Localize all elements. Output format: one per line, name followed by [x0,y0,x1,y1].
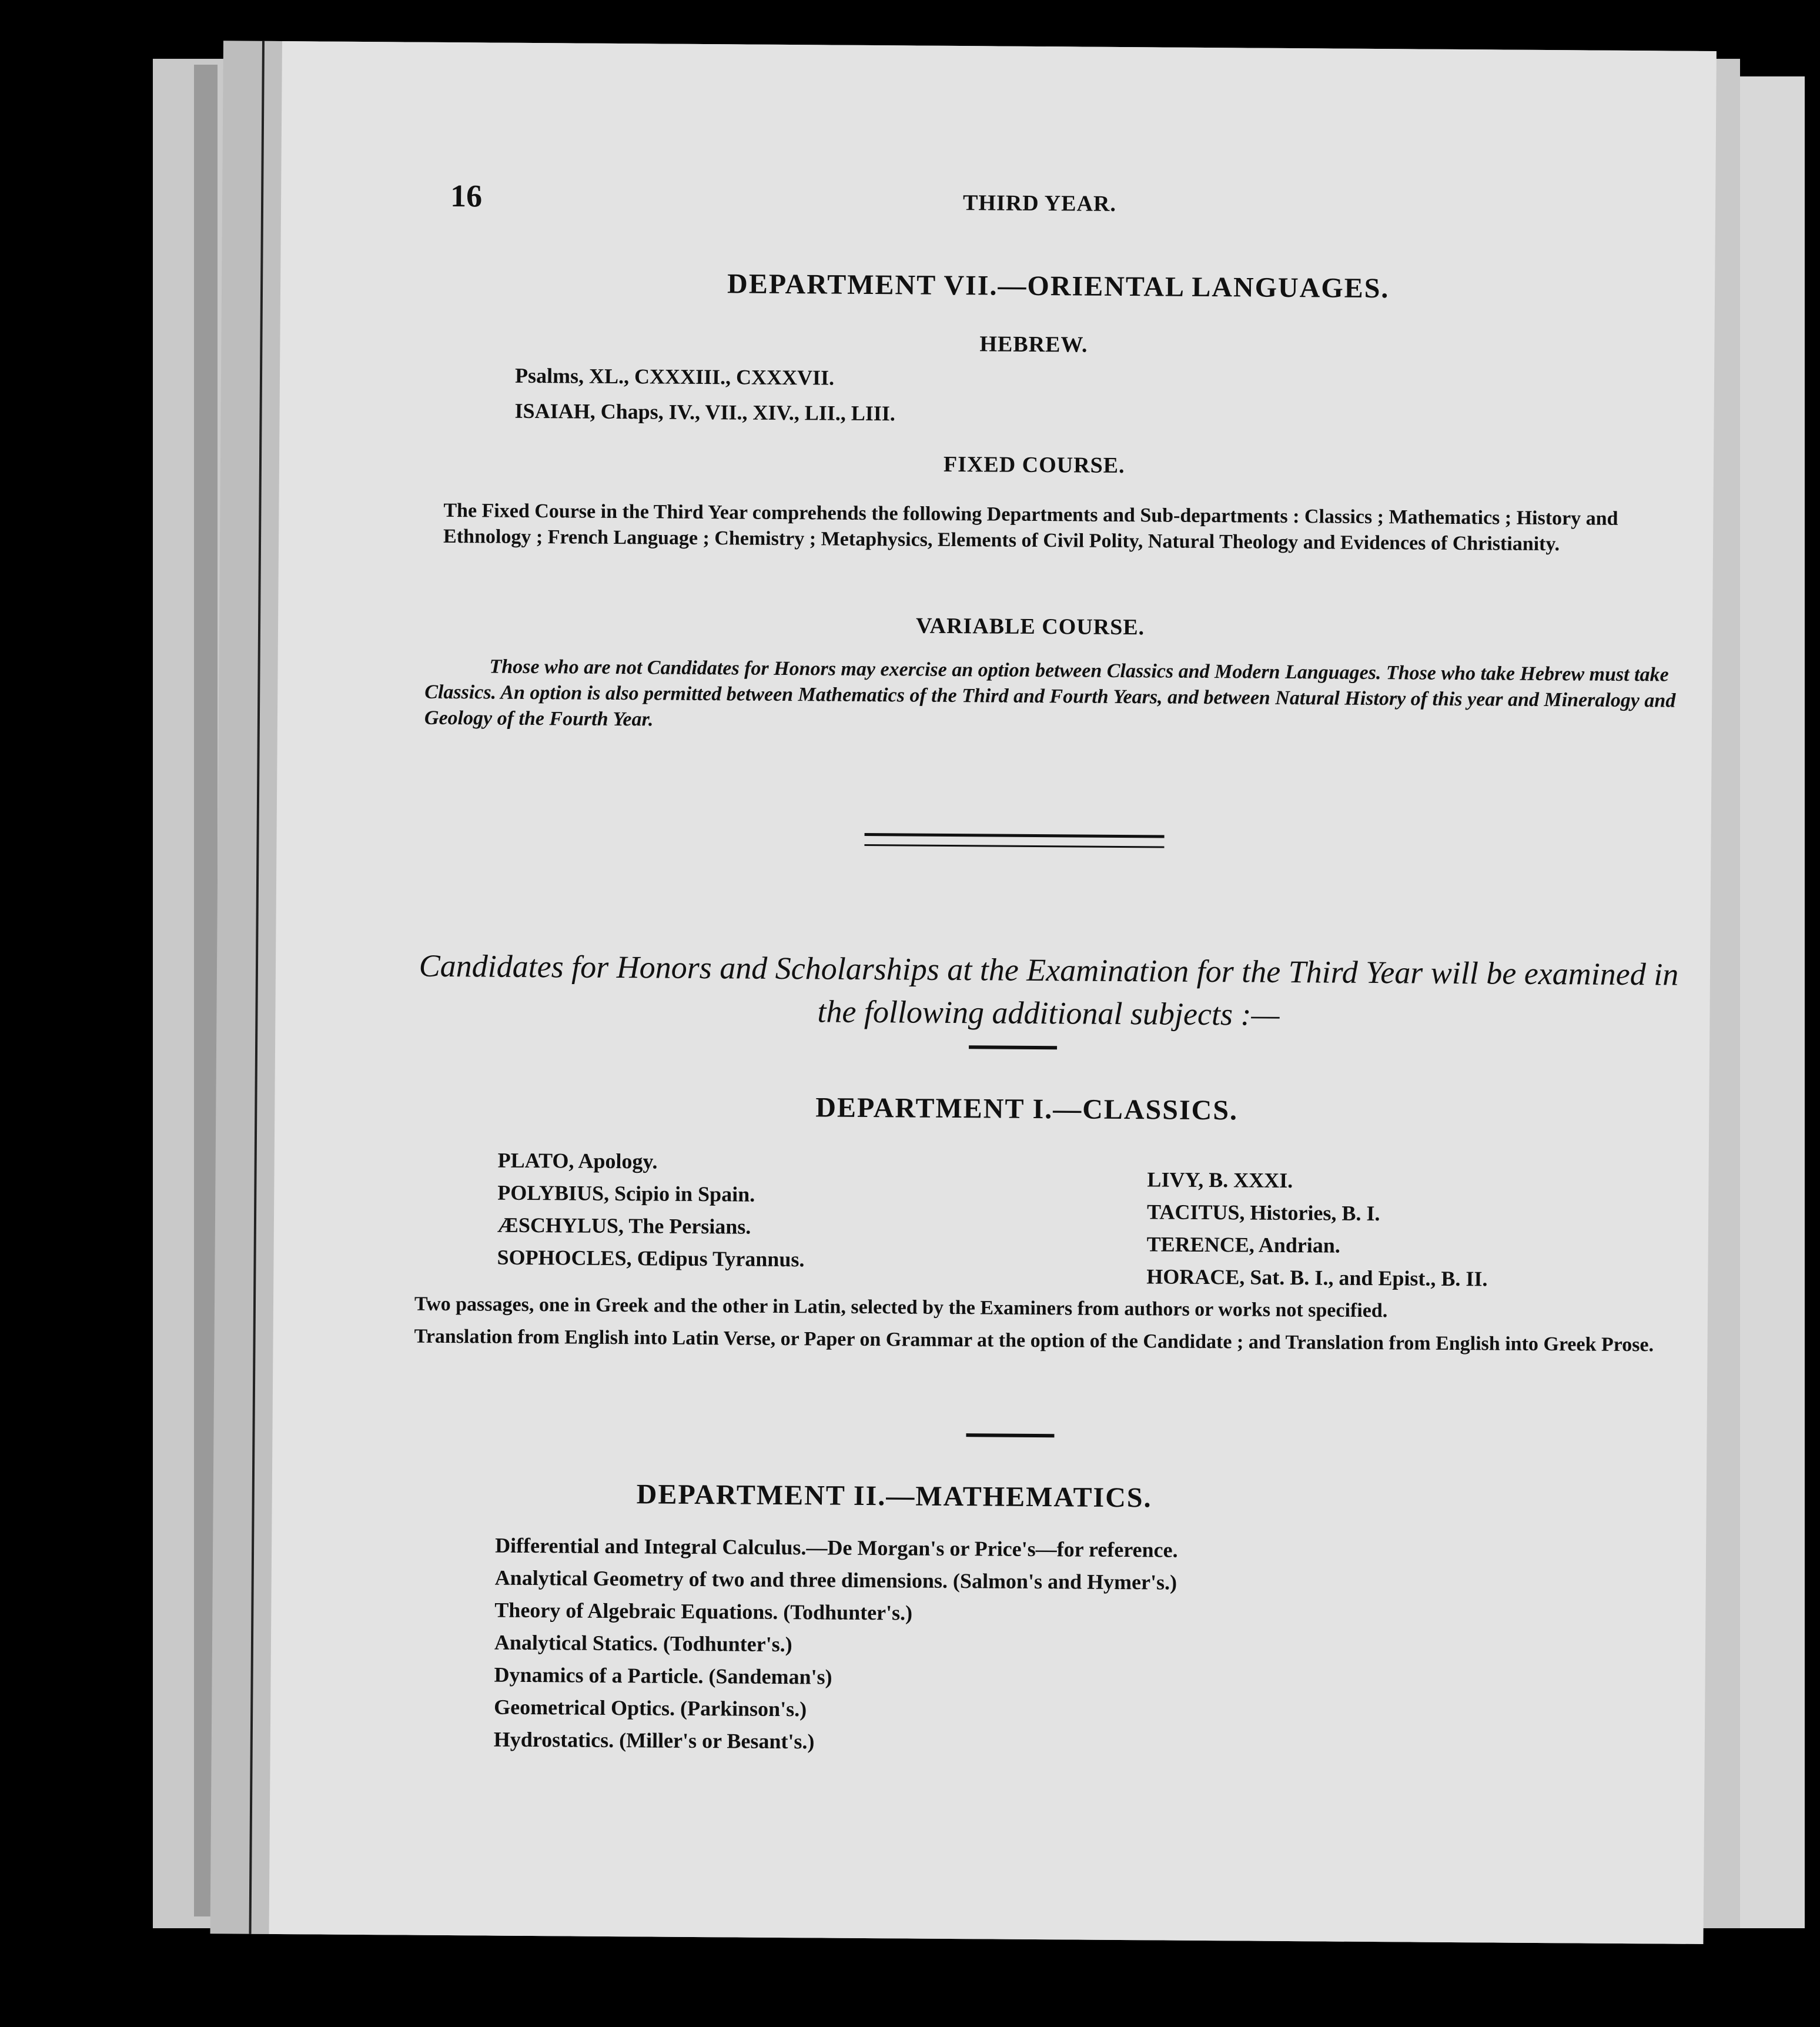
classics-author-left-3: ÆSCHYLUS, The Persians. [497,1213,751,1239]
page-number: 16 [450,178,483,214]
math-item-calculus: Differential and Integral Calculus.—De Morgan's or Price's—for reference. [495,1533,1178,1562]
hebrew-label: HEBREW. [979,332,1088,357]
classics-author-left-4: SOPHOCLES, Œdipus Tyrannus. [497,1245,805,1272]
math-item-equations: Theory of Algebraic Equations. (Todhunter's.) [494,1598,913,1625]
classics-author-left-1: PLATO, Apology. [497,1148,658,1173]
classics-note-translation: Translation from English into Latin Verse, or Paper on Grammar at the option of the Candidate ; and Translation from English into Greek Prose. [414,1325,1654,1356]
variable-course-heading: VARIABLE COURSE. [915,613,1145,640]
classics-author-right-3: TERENCE, Andrian. [1146,1232,1340,1257]
fixed-course-heading: FIXED COURSE. [943,451,1125,479]
classics-author-left-2: POLYBIUS, Scipio in Spain. [497,1180,755,1206]
next-page-edge [1740,76,1805,1928]
classics-author-right-4: HORACE, Sat. B. I., and Epist., B. II. [1146,1265,1488,1291]
oriental-languages-heading: DEPARTMENT VII.—ORIENTAL LANGUAGES. [727,268,1390,305]
classics-note-passages: Two passages, one in Greek and the other in Latin, selected by the Examiners from authors or works not specified. [414,1293,1388,1322]
math-item-dynamics: Dynamics of a Particle. (Sandeman's) [494,1663,832,1689]
mathematics-heading: DEPARTMENT II.—MATHEMATICS. [636,1479,1152,1514]
rule-before-mathematics [966,1433,1054,1437]
document-page [269,41,1717,1944]
math-item-optics: Geometrical Optics. (Parkinson's.) [494,1695,807,1721]
hebrew-reading-isaiah: ISAIAH, Chaps, IV., VII., XIV., LII., LIII. [514,399,896,426]
book-spine-edge [194,65,218,1916]
running-head: THIRD YEAR. [962,190,1117,216]
math-item-geometry: Analytical Geometry of two and three dimensions. (Salmon's and Hymer's.) [494,1566,1177,1594]
classics-heading: DEPARTMENT I.—CLASSICS. [815,1092,1239,1126]
math-item-statics: Analytical Statics. (Todhunter's.) [494,1630,792,1657]
variable-course-text: Those who are not Candidates for Honors may exercise an option between Classics and Modern Languages. Those who take Hebrew must take Classics. An option is also permitted between Mathematics of the Third and Fourth Years, and between Natural History of this year and Mineralogy and Geology of the Fourth Year. [424,655,1676,731]
hebrew-reading-psalms: Psalms, XL., CXXXIII., CXXXVII. [514,363,835,390]
rule-before-classics [969,1045,1057,1049]
fixed-course-text: The Fixed Course in the Third Year comprehends the following Departments and Sub-departments : Classics ; Mathematics ; History and Ethnology ; French Language ; Chemistry ; Metaphysics, Elements of Civil Polity, Natural Theology and Evidences of Christianity. [443,499,1618,556]
math-item-hydrostatics: Hydrostatics. (Miller's or Besant's.) [493,1727,815,1754]
section-double-rule [864,833,1164,848]
classics-author-right-2: TACITUS, Histories, B. I. [1146,1200,1380,1226]
honors-note: Candidates for Honors and Scholarships at the Examination for the Third Year will be examined in the following additional subjects :— [419,948,1679,1032]
classics-author-right-1: LIVY, B. XXXI. [1147,1168,1293,1193]
